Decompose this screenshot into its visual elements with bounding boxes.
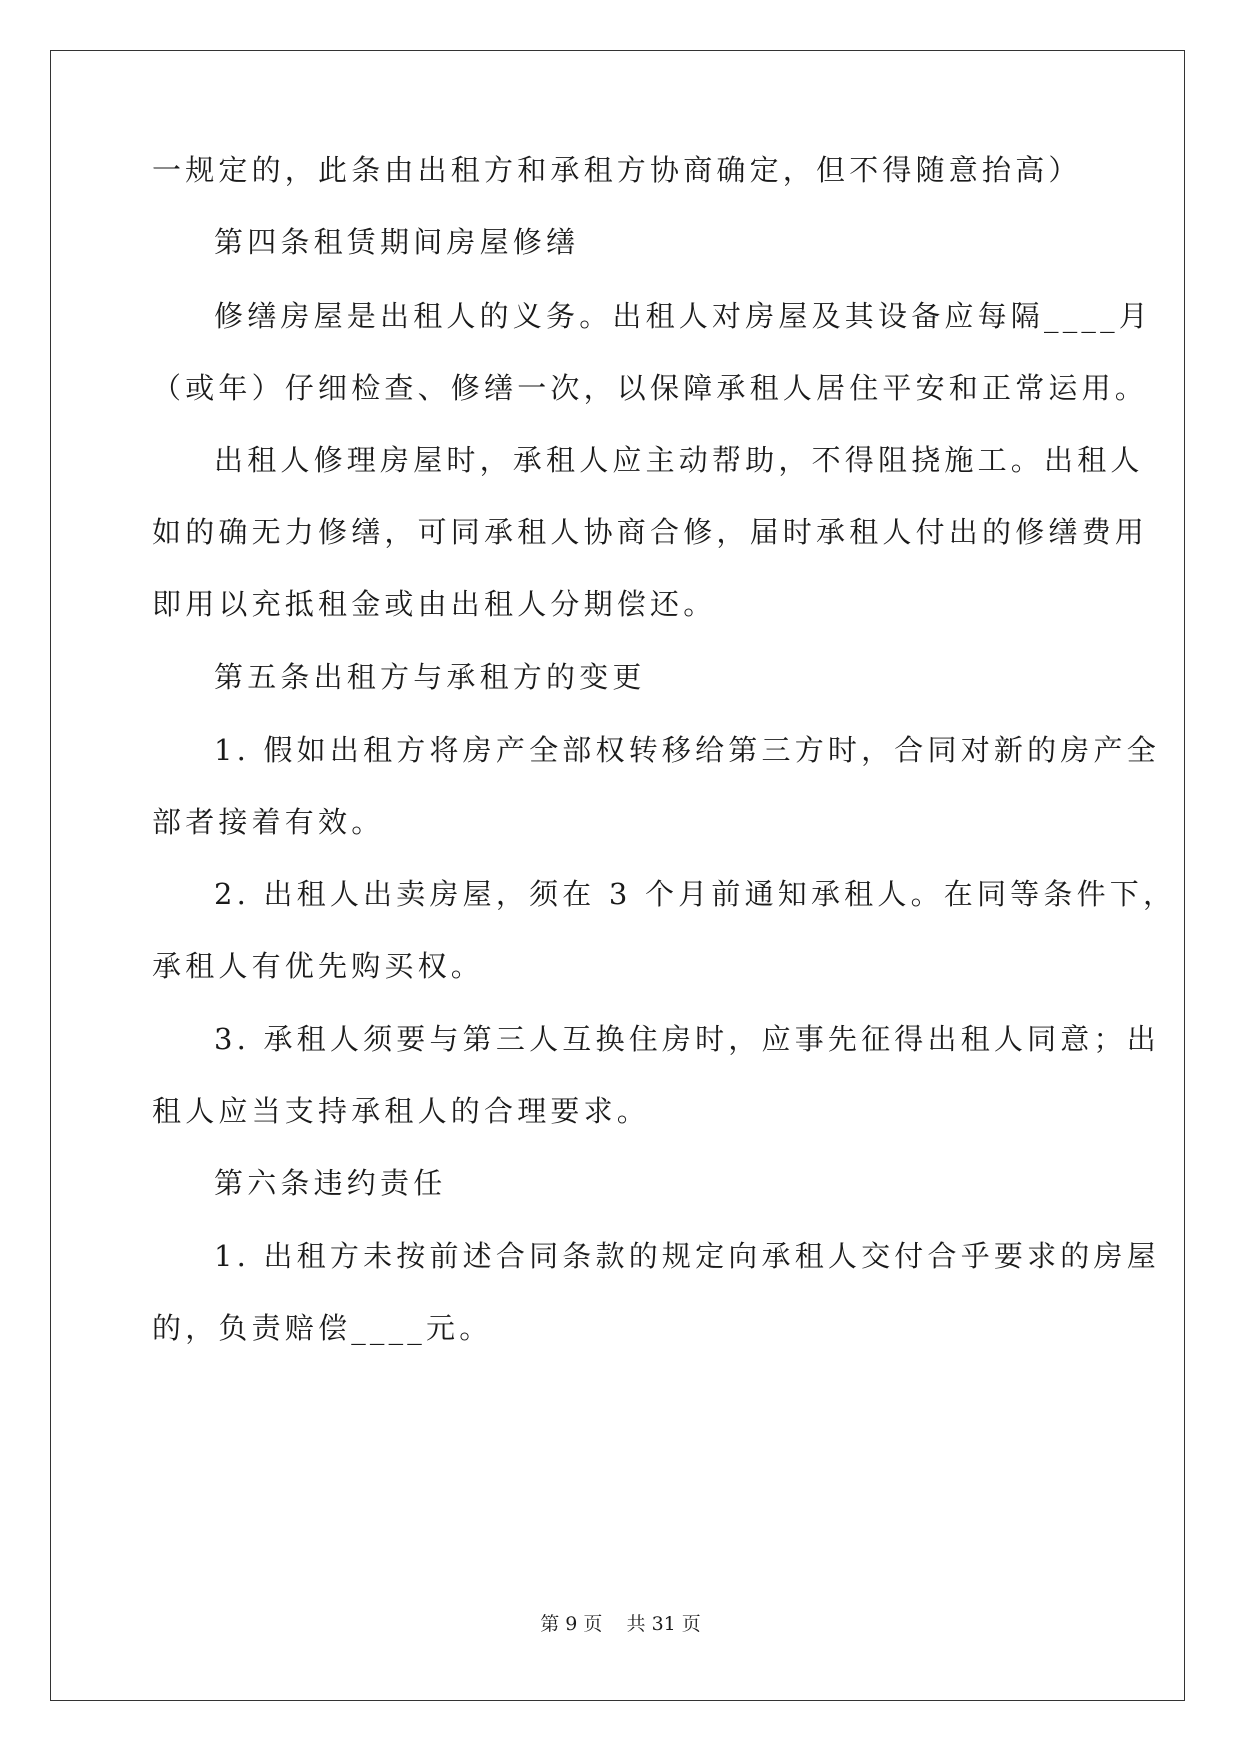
- paragraph-line: 一规定的，此条由出租方和承租方协商确定，但不得随意抬高）: [152, 153, 1082, 187]
- paragraph-line: 1. 出租方未按前述合同条款的规定向承租人交付合乎要求的房屋: [214, 1239, 1160, 1273]
- paragraph-line: 出租人修理房屋时，承租人应主动帮助，不得阻挠施工。出租人: [214, 443, 1144, 477]
- section-heading: 第六条违约责任: [214, 1166, 447, 1200]
- paragraph-line: 1. 假如出租方将房产全部权转移给第三方时，合同对新的房产全: [214, 733, 1160, 767]
- page-total: 共 31 页: [626, 1613, 701, 1635]
- paragraph-line: 如的确无力修缮，可同承租人协商合修，届时承租人付出的修缮费用: [152, 515, 1149, 549]
- section-heading: 第五条出租方与承租方的变更: [214, 660, 646, 694]
- page-number: 第 9 页: [540, 1613, 603, 1635]
- paragraph-line: 部者接着有效。: [152, 805, 385, 839]
- paragraph-line: 承租人有优先购买权。: [152, 949, 485, 983]
- paragraph-line: （或年）仔细检查、修缮一次，以保障承租人居住平安和正常运用。: [152, 371, 1149, 405]
- section-heading: 第四条租赁期间房屋修缮: [214, 225, 580, 259]
- paragraph-line: 即用以充抵租金或由出租人分期偿还。: [152, 587, 717, 621]
- paragraph-line: 2. 出租人出卖房屋，须在 3 个月前通知承租人。在同等条件下，: [214, 877, 1177, 911]
- page-footer: [0, 1612, 1241, 1636]
- paragraph-line: 3. 承租人须要与第三人互换住房时，应事先征得出租人同意；出: [214, 1022, 1160, 1056]
- paragraph-line: 的，负责赔偿____元。: [152, 1311, 493, 1345]
- paragraph-line: 租人应当支持承租人的合理要求。: [152, 1094, 651, 1128]
- paragraph-line: 修缮房屋是出租人的义务。出租人对房屋及其设备应每隔____月: [214, 299, 1153, 333]
